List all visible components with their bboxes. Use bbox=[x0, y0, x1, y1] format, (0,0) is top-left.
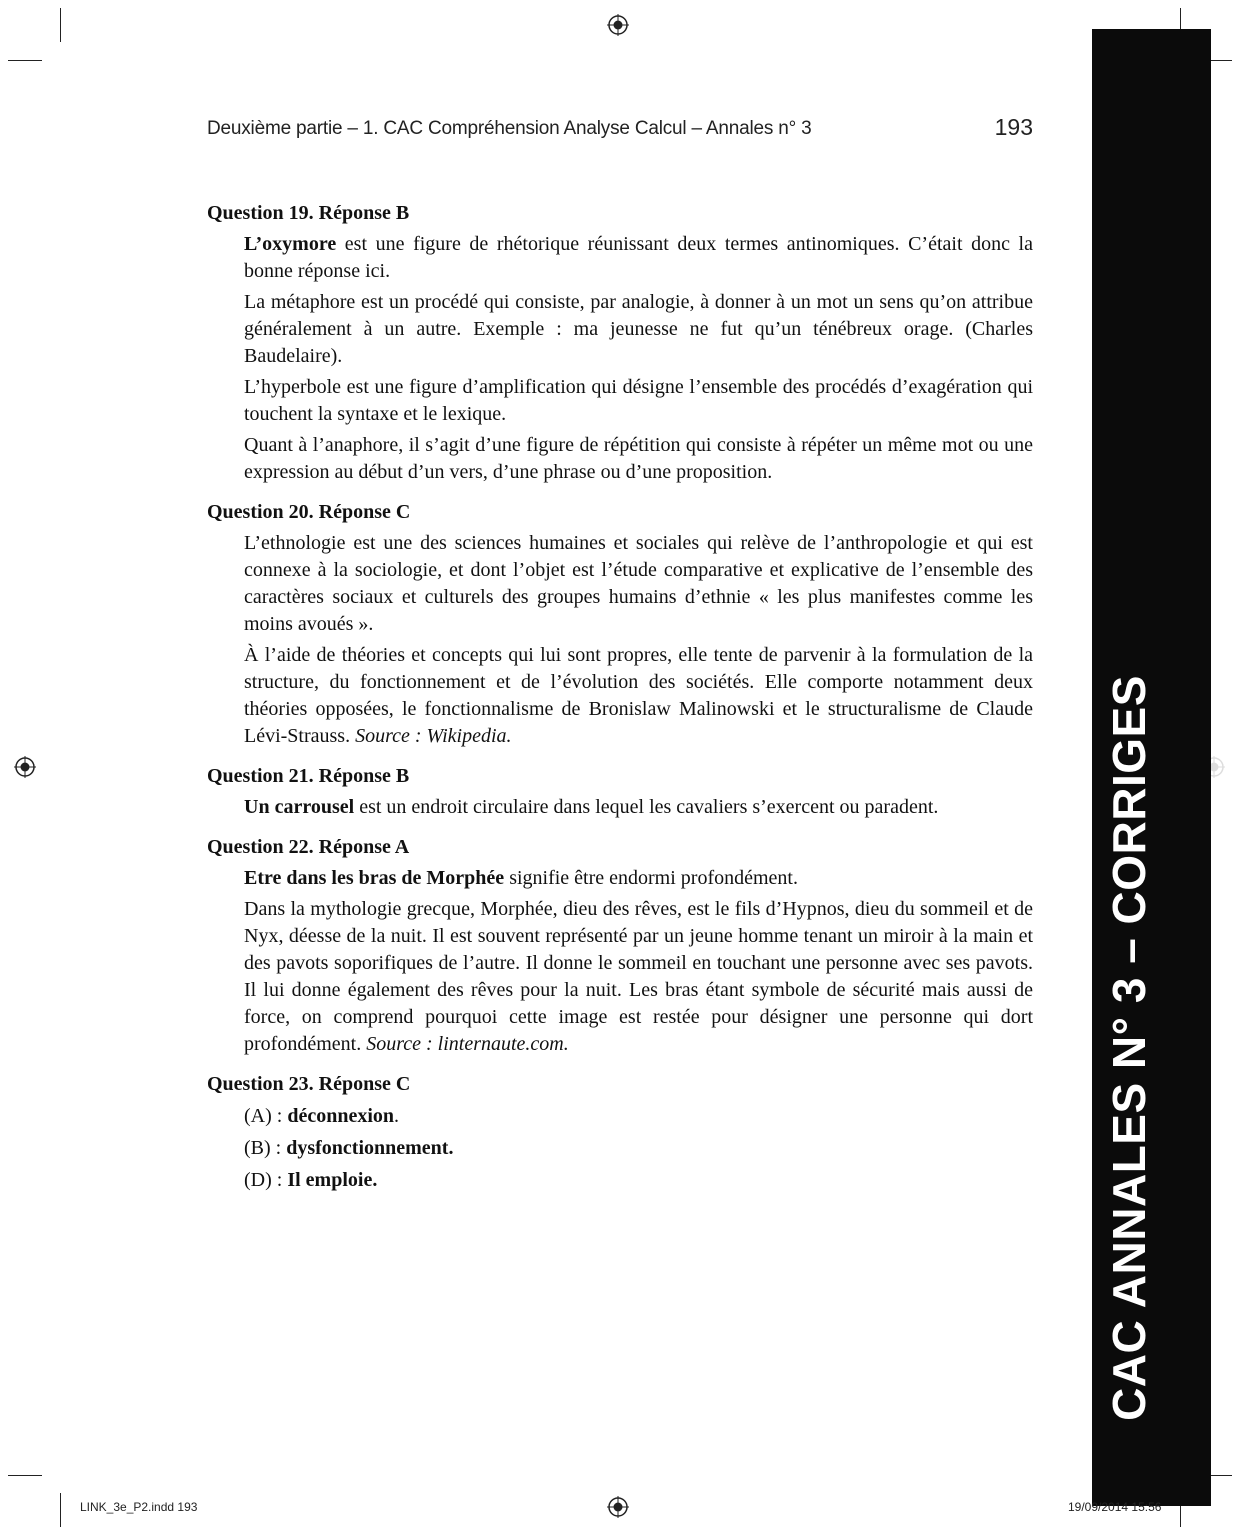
question-22 bbox=[207, 834, 1033, 1058]
crop-mark bbox=[8, 60, 42, 61]
key-term: L’oxymore bbox=[244, 233, 337, 255]
paragraph: Etre dans les bras de Morphée signifie être endormi profondément. bbox=[244, 867, 798, 889]
list-item: (D) : Il emploie. bbox=[244, 1169, 378, 1191]
paragraph: L’ethnologie est une des sciences humaines et sociales qui relève de l’anthropologie et qui est connexe à la sociologie, et dont l’objet est l’étude comparative et explicative de l’ensemble des caractères sociaux et culturels des groupes humains d’ethnie « les plus manifestes comme les moins avoués ». bbox=[244, 532, 1033, 635]
question-title: Question 20. Réponse C bbox=[207, 501, 411, 523]
source-citation: Source : Wikipedia. bbox=[355, 725, 512, 747]
paragraph: Dans la mythologie grecque, Morphée, dieu des rêves, est le fils d’Hypnos, dieu du sommeil et de Nyx, déesse de la nuit. Il est souvent représenté par un jeune homme tenant un miroir à la main et des pavots soporifiques de l’autre. Il donne le sommeil en touchant une personne avec ses pavots. Il lui donne également des rêves pour la nuit. Les bras étant symbole de sécurité mais aussi de force, on comprend pourquoi cette image est restée pour désigner une personne qui dort profondément. Source : linternaute.com. bbox=[244, 898, 1033, 1055]
paragraph: La métaphore est un procédé qui consiste, par analogie, à donner à un mot un sens qu’on attribue généralement à un autre. Exemple : ma jeunesse ne fut qu’un ténébreux orage. (Charles Baudelaire). bbox=[244, 291, 1033, 367]
question-title: Question 23. Réponse C bbox=[207, 1073, 411, 1095]
list-item: (A) : déconnexion. bbox=[244, 1105, 400, 1127]
source-citation: Source : linternaute.com. bbox=[366, 1033, 569, 1055]
registration-mark-icon bbox=[607, 14, 629, 36]
question-title: Question 22. Réponse A bbox=[207, 836, 410, 858]
key-term: Etre dans les bras de Morphée bbox=[244, 867, 505, 889]
running-header: Deuxième partie – 1. CAC Compréhension Analyse Calcul – Annales n° 3 bbox=[207, 118, 812, 139]
registration-mark-icon bbox=[607, 1496, 629, 1518]
question-21 bbox=[207, 763, 1033, 821]
paragraph: Quant à l’anaphore, il s’agit d’une figure de répétition qui consiste à répéter un même mot ou une expression au début d’un vers, d’une phrase ou d’une proposition. bbox=[244, 434, 1033, 483]
question-20 bbox=[207, 499, 1033, 750]
slug-timestamp: 19/09/2014 15:56 bbox=[1068, 1500, 1162, 1514]
crop-mark bbox=[60, 1493, 61, 1527]
paragraph: À l’aide de théories et concepts qui lui sont propres, elle tente de parvenir à la formulation de la structure, du fonctionnement et de l’évolution des sociétés. Elle comporte notamment deux théories opposées, le fonctionnalisme de Bronislaw Malinowski et le structuralisme de Claude Lévi-Strauss. Source : Wikipedia. bbox=[244, 644, 1033, 747]
key-term: Un carrousel bbox=[244, 796, 355, 818]
paragraph: Un carrousel est un endroit circulaire dans lequel les cavaliers s’exercent ou paradent. bbox=[244, 796, 939, 818]
paragraph: L’oxymore est une figure de rhétorique réunissant deux termes antinomiques. C’était donc la bonne réponse ici. bbox=[244, 233, 1033, 282]
registration-mark-icon bbox=[14, 756, 36, 778]
slug-filename: LINK_3e_P2.indd 193 bbox=[80, 1500, 198, 1514]
page-number: 193 bbox=[994, 114, 1033, 140]
answers-content bbox=[207, 200, 1033, 1207]
crop-mark bbox=[60, 8, 61, 42]
side-tab-label: CAC ANNALES N° 3 – CORRIGES bbox=[1103, 675, 1155, 1421]
paragraph: L’hyperbole est une figure d’amplification qui désigne l’ensemble des procédés d’exagération qui touchent la syntaxe et le lexique. bbox=[244, 376, 1033, 425]
crop-mark bbox=[8, 1475, 42, 1476]
question-19 bbox=[207, 200, 1033, 486]
list-item: (B) : dysfonctionnement. bbox=[244, 1137, 454, 1159]
question-23 bbox=[207, 1071, 1033, 1194]
question-title: Question 19. Réponse B bbox=[207, 202, 410, 224]
question-title: Question 21. Réponse B bbox=[207, 765, 410, 787]
